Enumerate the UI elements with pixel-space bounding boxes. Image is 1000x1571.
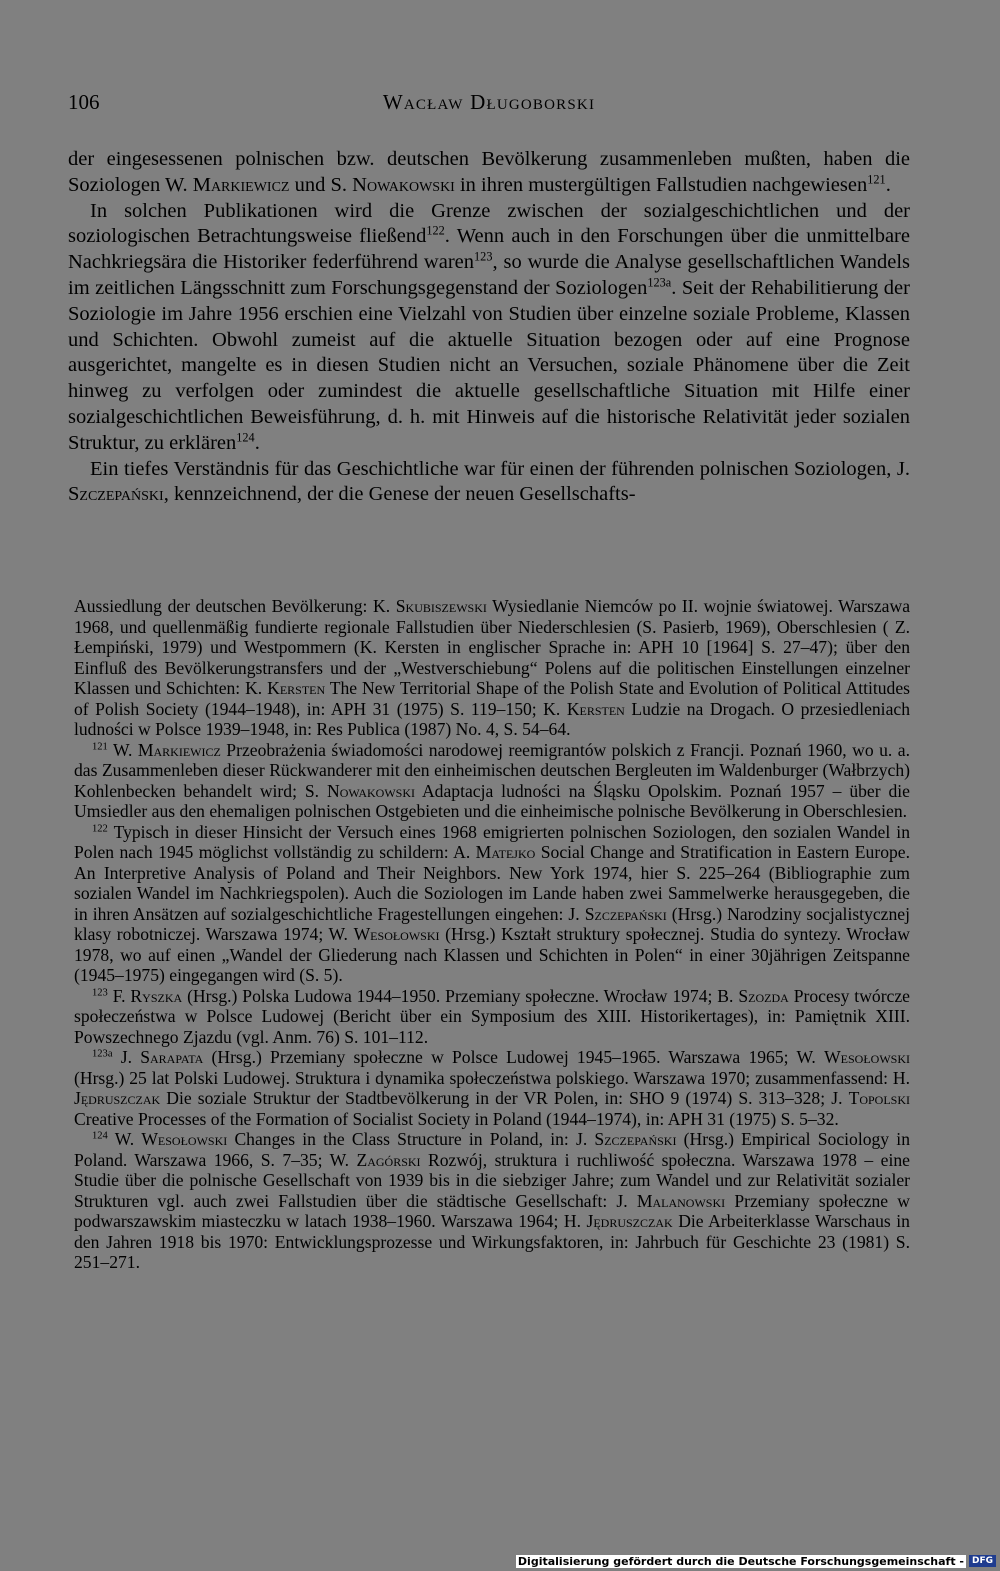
text-run: Die Arbeiterklasse Warschaus in den Jahren 1918 bis 1970: Entwicklungsprozesse und Wirkungsfaktoren, in: Jahrbuch für Geschichte 23 (1981) S. 251–271.	[74, 1211, 910, 1272]
author-name: Szozda	[738, 985, 789, 1006]
author-name: Ryszka	[130, 985, 183, 1006]
page-number: 106	[68, 90, 100, 114]
author-name: Markiewicz	[137, 739, 221, 760]
text-run: F.	[107, 985, 131, 1006]
author-name: Markiewicz	[192, 173, 290, 196]
text-run: Changes in the Class Structure in Poland, in: J.	[227, 1129, 595, 1149]
author-name: Szczepański	[594, 1129, 677, 1149]
text-run: (Hrsg.) Narodziny socjalistycznej klasy robotniczej. Warszawa 1974; W.	[74, 903, 910, 944]
text-run: Die soziale Struktur der Stadtbevölkerung in der VR Polen, in: SHO 9 (1974) S. 313–328; J.	[160, 1088, 849, 1108]
author-name: Jędruszczak	[74, 1088, 161, 1108]
footnote-number: 122	[92, 823, 108, 835]
text-run: . Seit der Rehabilitierung der Soziologie im Jahre 1956 erschien eine Vielzahl von Studien über einzelne soziale Probleme, Klassen und Schichten. Obwohl zumeist auf die aktuelle Situation bezogen oder auf eine Prognose ausgerichtet, mangelte es in diesen Studien nicht an Versuchen, soziale Phänomene über die Zeit hinweg zu verfolgen oder zumindest die aktuelle gesellschaftliche Situation mit Hilfe einer sozialgeschichtlichen Beweisführung, d. h. mit Hinweis auf die historische Relativität jeder sozialen Struktur, zu erklären	[68, 276, 910, 454]
text-run: Adaptacja ludności na Śląsku Opolskim. Poznań 1957 – über die Umsiedler aus den ehemaligen polnischen Ostgebieten und die einheimische polnische Bevölkerung in Oberschlesien.	[74, 780, 910, 821]
dfg-footer	[516, 1553, 1000, 1569]
text-run: Aussiedlung der deutschen Bevölkerung: K.	[74, 596, 396, 616]
text-run: , so wurde die Analyse gesellschaftlichen Wandels im zeitlichen Längsschnitt zum Forschungsgegenstand der Soziologen	[68, 251, 910, 299]
footnote-ref: 123a	[647, 275, 672, 290]
text-run: Przeobrażenia świadomości narodowej reemigrantów polskich z Francji. Poznań 1960, wo u. a. das Zusammenleben dieser Rückwanderer mit den einheimischen deutschen Bergleuten im Waldenburger (Wałbrzych) Kohlenbecken behandelt wird; S.	[74, 739, 910, 801]
text-run: (Hrsg.) Kształt struktury społecznej. Studia do syntezy. Wrocław 1978, wo auf einen „Wandel der Gliederung nach Klassen und Schichten in Polen“ in einer 30jährigen Zeitspanne (1945–1975) eingegangen wird (S. 5).	[74, 924, 911, 985]
author-name: Wesołowski	[353, 924, 440, 944]
text-run: Wysiedlanie Niemców po II. wojnie światowej. Warszawa 1968, und quellenmäßig fundierte regionale Fallstudien über Niederschlesien (S. Pasierb, 1969), Oberschlesien ( Z. Łempiński, 1979) und Westpommern (K. Kersten in englischer Sprache in: APH 10 [1964] S. 27–47); über den Einfluß des Bevölkerungstransfers und der „Westverschiebung“ Polens auf die politischen Einstellungen einzelner Klassen und Schichten: K.	[74, 596, 911, 698]
footnote-121	[74, 740, 910, 822]
footnotes	[74, 596, 910, 1273]
author-name: Wesołowski	[824, 1047, 910, 1067]
text-run: (Hrsg.) 25 lat Polski Ludowej. Struktura i dynamika społeczeństwa polskiego. Warszawa 1970; zusammenfassend: H.	[74, 1067, 910, 1088]
author-name: Zagórski	[356, 1149, 421, 1170]
footnote-ref: 121	[867, 172, 886, 187]
author-name: Kersten	[267, 678, 326, 698]
text-run: , kennzeichnend, der die Genese der neuen Gesellschafts-	[163, 483, 636, 506]
footnote-ref: 124	[236, 430, 255, 445]
text-run: . Wenn auch in den Forschungen über die unmittelbare Nachkriegsära die Historiker federführend waren	[68, 225, 910, 274]
footnote-ref: 122	[426, 224, 445, 239]
text-run: (Hrsg.) Polska Ludowa 1944–1950. Przemiany społeczne. Wrocław 1974; B.	[182, 985, 739, 1006]
author-name: Malanowski	[636, 1190, 726, 1211]
text-run: W.	[107, 1129, 142, 1149]
author-name: Sarapata	[140, 1047, 204, 1067]
text-run: .	[254, 431, 260, 454]
footnote-122	[74, 822, 910, 986]
text-run: W.	[107, 739, 138, 760]
footnote-123	[74, 986, 910, 1048]
author-name: Nowakowski	[352, 173, 455, 196]
footnote-continuation	[74, 596, 910, 740]
text-run: In solchen Publikationen wird die Grenze zwischen der sozialgeschichtlichen und der soziologischen Betrachtungsweise fließend	[68, 199, 910, 248]
footnote-number: 121	[92, 741, 108, 753]
text-run: Przemiany społeczne w podwarszawskim miasteczku w latach 1938–1960. Warszawa 1964; H.	[74, 1190, 910, 1231]
text-run: Ein tiefes Verständnis für das Geschichtliche war für einen der führenden polnischen Soziologen, J.	[90, 457, 910, 480]
text-run: (Hrsg.) Empirical Sociology in Poland. Warszawa 1966, S. 7–35; W.	[74, 1129, 910, 1170]
text-run: Ludzie na Drogach. O przesiedleniach ludności w Polsce 1939–1948, in: Res Publica (1987) No. 4, S. 54–64.	[74, 698, 910, 739]
author-name: Szczepański	[68, 483, 164, 506]
text-run: der eingesessenen polnischen bzw. deutschen Bevölkerung zusammenleben mußten, haben die Soziologen W.	[68, 148, 910, 196]
footnote-124	[74, 1129, 910, 1273]
text-run: in ihren mustergültigen Fallstudien nachgewiesen	[454, 173, 868, 196]
footnote-number: 124	[92, 1130, 108, 1142]
author-name: Jędruszczak	[586, 1211, 673, 1231]
author-name: Szczepański	[584, 903, 667, 924]
running-head: Wacław Długoborski	[382, 90, 596, 114]
footer-credit: Digitalisierung gefördert durch die Deutsche Forschungsgemeinschaft -	[517, 1554, 964, 1568]
paragraph-3	[68, 457, 910, 509]
author-name: Nowakowski	[326, 780, 416, 801]
author-name: Kersten	[566, 698, 625, 719]
footnote-ref: 123	[474, 249, 493, 264]
text-run: J.	[112, 1047, 141, 1067]
author-name: Matejko	[475, 842, 536, 862]
main-text	[68, 147, 910, 508]
text-run: Typisch in dieser Hinsicht der Versuch eines 1968 emigrierten polnischen Soziologen, den sozialen Wandel in Polen nach 1945 möglichst vollständig zu schildern: A.	[74, 821, 910, 862]
text-run: .	[885, 173, 891, 196]
text-run: Rozwój, struktura i ruchliwość społeczna. Warszawa 1978 – eine Studie über die polnische Gesellschaft von 1939 bis in die siebziger Jahre; zum Wandel und zur Relativität sozialer Strukturen vgl. auch zwei Fallstudien über die städtische Gesellschaft: J.	[74, 1149, 910, 1211]
dfg-logo: DFG	[969, 1555, 996, 1567]
text-run: The New Territorial Shape of the Polish State and Evolution of Political Attitudes of Polish Society (1944–1948), in: APH 31 (1975) S. 119–150; K.	[74, 678, 910, 719]
footnote-123a	[74, 1047, 910, 1129]
paragraph-2	[68, 199, 910, 457]
text-run: und S.	[289, 173, 353, 196]
paragraph-1	[68, 147, 910, 199]
footnote-number: 123a	[92, 1048, 113, 1060]
text-run: Creative Processes of the Formation of Socialist Society in Poland (1944–1974), in: APH 31 (1975) S. 5–32.	[74, 1108, 839, 1129]
author-name: Skubiszewski	[395, 596, 487, 616]
text-run: Procesy twórcze społeczeństwa w Polsce Ludowej (Bericht über ein Symposium des XIII. Historikertages), in: Pamiętnik XIII. Powszechnego Zjazdu (vgl. Anm. 76) S. 101–112.	[74, 985, 910, 1047]
text-run: (Hrsg.) Przemiany społeczne w Polsce Ludowej 1945–1965. Warszawa 1965; W.	[203, 1047, 825, 1067]
text-run: Social Change and Stratification in Eastern Europe. An Interpretive Analysis of Poland and Their Neighbors. New York 1974, hier S. 225–264 (Bibliographie zum sozialen Wandel im Nachkriegspolen). Auch die Soziologen im Lande haben zwei Sammelwerke herausgegeben, die in ihren Ansätzen auf sozialgeschichtliche Fragestellungen eingehen: J.	[74, 842, 910, 924]
author-name: Topolski	[848, 1088, 910, 1108]
page-header	[68, 90, 910, 120]
footnote-number: 123	[92, 987, 108, 999]
author-name: Wesołowski	[141, 1129, 228, 1149]
